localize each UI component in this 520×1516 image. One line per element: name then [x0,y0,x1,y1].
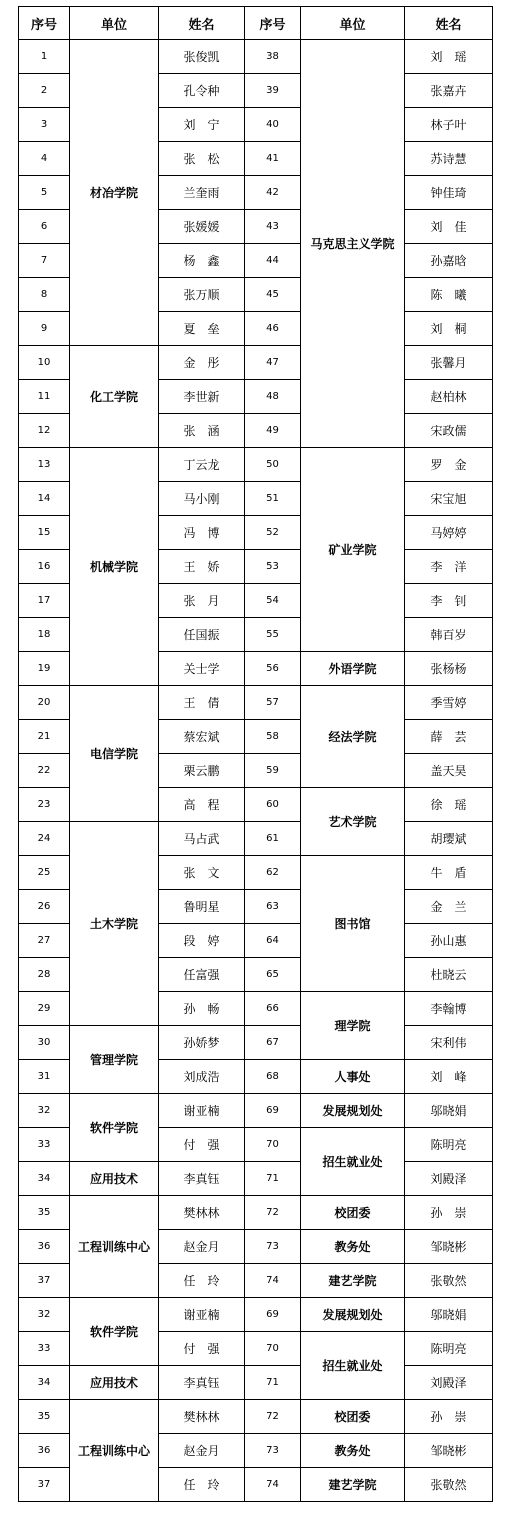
name-cell: 张嘉卉 [405,74,493,108]
name-cell: 杨 鑫 [159,244,245,278]
name-cell: 钟佳琦 [405,176,493,210]
name-cell: 薛 芸 [405,720,493,754]
seq-cell: 73 [245,1230,301,1264]
seq-cell: 28 [19,958,70,992]
name-cell: 李 钊 [405,584,493,618]
name-cell: 鲁明星 [159,890,245,924]
seq-cell: 48 [245,380,301,414]
seq-cell: 72 [245,1400,301,1434]
seq-cell: 74 [245,1468,301,1502]
seq-cell: 68 [245,1060,301,1094]
seq-cell: 10 [19,346,70,380]
name-cell: 张 文 [159,856,245,890]
name-cell: 刘 佳 [405,210,493,244]
name-cell: 季雪婷 [405,686,493,720]
seq-cell: 37 [19,1468,70,1502]
name-cell: 刘殿泽 [405,1162,493,1196]
name-cell: 李 洋 [405,550,493,584]
name-cell: 盖天昊 [405,754,493,788]
unit-cell: 校团委 [301,1400,405,1434]
seq-cell: 64 [245,924,301,958]
seq-cell: 32 [19,1094,70,1128]
header-unit-right: 单位 [301,7,405,40]
name-cell: 马小刚 [159,482,245,516]
seq-cell: 59 [245,754,301,788]
seq-cell: 4 [19,142,70,176]
name-cell: 丁云龙 [159,448,245,482]
unit-cell: 工程训练中心 [70,1196,159,1298]
seq-cell: 34 [19,1366,70,1400]
seq-cell: 21 [19,720,70,754]
table-row [19,1162,493,1196]
seq-cell: 41 [245,142,301,176]
seq-cell: 8 [19,278,70,312]
unit-cell: 应用技术 [70,1162,159,1196]
unit-cell: 发展规划处 [301,1298,405,1332]
seq-cell: 74 [245,1264,301,1298]
seq-cell: 71 [245,1162,301,1196]
seq-cell: 6 [19,210,70,244]
header-unit-left: 单位 [70,7,159,40]
name-cell: 孙 崇 [405,1196,493,1230]
unit-cell: 教务处 [301,1230,405,1264]
name-cell: 孙 畅 [159,992,245,1026]
name-cell: 徐 瑶 [405,788,493,822]
seq-cell: 49 [245,414,301,448]
seq-cell: 15 [19,516,70,550]
seq-cell: 58 [245,720,301,754]
name-cell: 任 玲 [159,1468,245,1502]
header-seq-left: 序号 [19,7,70,40]
seq-cell: 18 [19,618,70,652]
name-cell: 任 玲 [159,1264,245,1298]
unit-cell: 软件学院 [70,1094,159,1162]
seq-cell: 69 [245,1094,301,1128]
seq-cell: 5 [19,176,70,210]
name-cell: 孙 崇 [405,1400,493,1434]
name-cell: 张 松 [159,142,245,176]
seq-cell: 54 [245,584,301,618]
seq-cell: 42 [245,176,301,210]
name-cell: 李世新 [159,380,245,414]
seq-cell: 50 [245,448,301,482]
unit-cell: 土木学院 [70,822,159,1026]
name-cell: 兰奎雨 [159,176,245,210]
seq-cell: 67 [245,1026,301,1060]
name-cell: 刘殿泽 [405,1366,493,1400]
name-cell: 杜晓云 [405,958,493,992]
seq-cell: 45 [245,278,301,312]
name-cell: 马占武 [159,822,245,856]
unit-cell: 理学院 [301,992,405,1060]
name-cell: 金 彤 [159,346,245,380]
name-cell: 罗 金 [405,448,493,482]
name-cell: 任富强 [159,958,245,992]
name-cell: 张敬然 [405,1468,493,1502]
table-row [19,1094,493,1128]
table-row [19,822,493,856]
name-cell: 刘 峰 [405,1060,493,1094]
seq-cell: 62 [245,856,301,890]
name-cell: 牛 盾 [405,856,493,890]
name-cell: 张俊凯 [159,40,245,74]
unit-cell: 发展规划处 [301,1094,405,1128]
name-cell: 张媛媛 [159,210,245,244]
name-cell: 关士学 [159,652,245,686]
seq-cell: 20 [19,686,70,720]
unit-cell: 工程训练中心 [70,1400,159,1502]
name-cell: 樊林林 [159,1196,245,1230]
roster-table [18,6,493,1502]
seq-cell: 7 [19,244,70,278]
seq-cell: 43 [245,210,301,244]
table-row [19,1400,493,1434]
seq-cell: 33 [19,1332,70,1366]
seq-cell: 71 [245,1366,301,1400]
seq-cell: 70 [245,1332,301,1366]
seq-cell: 61 [245,822,301,856]
unit-cell: 艺术学院 [301,788,405,856]
seq-cell: 27 [19,924,70,958]
unit-cell: 经法学院 [301,686,405,788]
seq-cell: 17 [19,584,70,618]
seq-cell: 37 [19,1264,70,1298]
seq-cell: 14 [19,482,70,516]
header-name-right: 姓名 [405,7,493,40]
name-cell: 苏诗慧 [405,142,493,176]
header-row [19,7,493,40]
seq-cell: 56 [245,652,301,686]
seq-cell: 51 [245,482,301,516]
unit-cell: 招生就业处 [301,1332,405,1400]
name-cell: 张 月 [159,584,245,618]
name-cell: 孙山惠 [405,924,493,958]
unit-cell: 材冶学院 [70,40,159,346]
name-cell: 李翰博 [405,992,493,1026]
seq-cell: 39 [245,74,301,108]
seq-cell: 36 [19,1230,70,1264]
seq-cell: 2 [19,74,70,108]
name-cell: 宋政儒 [405,414,493,448]
seq-cell: 53 [245,550,301,584]
seq-cell: 55 [245,618,301,652]
seq-cell: 70 [245,1128,301,1162]
table-row [19,40,493,74]
unit-cell: 外语学院 [301,652,405,686]
header-name-left: 姓名 [159,7,245,40]
name-cell: 赵金月 [159,1434,245,1468]
seq-cell: 66 [245,992,301,1026]
name-cell: 段 婷 [159,924,245,958]
table-row [19,346,493,380]
seq-cell: 35 [19,1196,70,1230]
name-cell: 李真钰 [159,1162,245,1196]
table-row [19,1196,493,1230]
seq-cell: 57 [245,686,301,720]
name-cell: 付 强 [159,1332,245,1366]
unit-cell: 招生就业处 [301,1128,405,1196]
seq-cell: 26 [19,890,70,924]
table-row [19,1298,493,1332]
unit-cell: 人事处 [301,1060,405,1094]
name-cell: 金 兰 [405,890,493,924]
seq-cell: 16 [19,550,70,584]
name-cell: 夏 垒 [159,312,245,346]
name-cell: 孔令种 [159,74,245,108]
seq-cell: 23 [19,788,70,822]
unit-cell: 建艺学院 [301,1264,405,1298]
name-cell: 韩百岁 [405,618,493,652]
seq-cell: 19 [19,652,70,686]
name-cell: 栗云鹏 [159,754,245,788]
seq-cell: 73 [245,1434,301,1468]
seq-cell: 46 [245,312,301,346]
unit-cell: 机械学院 [70,448,159,686]
seq-cell: 13 [19,448,70,482]
seq-cell: 9 [19,312,70,346]
name-cell: 赵金月 [159,1230,245,1264]
unit-cell: 教务处 [301,1434,405,1468]
seq-cell: 36 [19,1434,70,1468]
table-row [19,448,493,482]
seq-cell: 47 [245,346,301,380]
seq-cell: 40 [245,108,301,142]
seq-cell: 24 [19,822,70,856]
seq-cell: 69 [245,1298,301,1332]
seq-cell: 72 [245,1196,301,1230]
table-row [19,686,493,720]
seq-cell: 35 [19,1400,70,1434]
name-cell: 宋宝旭 [405,482,493,516]
name-cell: 邹晓彬 [405,1434,493,1468]
name-cell: 陈明亮 [405,1128,493,1162]
seq-cell: 29 [19,992,70,1026]
name-cell: 任国振 [159,618,245,652]
seq-cell: 63 [245,890,301,924]
name-cell: 陈明亮 [405,1332,493,1366]
seq-cell: 38 [245,40,301,74]
unit-cell: 管理学院 [70,1026,159,1094]
name-cell: 谢亚楠 [159,1094,245,1128]
name-cell: 胡璎斌 [405,822,493,856]
name-cell: 高 程 [159,788,245,822]
name-cell: 张万顺 [159,278,245,312]
unit-cell: 图书馆 [301,856,405,992]
roster-body [19,40,493,1502]
unit-cell: 化工学院 [70,346,159,448]
seq-cell: 22 [19,754,70,788]
seq-cell: 44 [245,244,301,278]
name-cell: 蔡宏斌 [159,720,245,754]
name-cell: 樊林林 [159,1400,245,1434]
seq-cell: 65 [245,958,301,992]
unit-cell: 建艺学院 [301,1468,405,1502]
name-cell: 张敬然 [405,1264,493,1298]
name-cell: 王 娇 [159,550,245,584]
name-cell: 刘 桐 [405,312,493,346]
name-cell: 马婷婷 [405,516,493,550]
seq-cell: 52 [245,516,301,550]
unit-cell: 应用技术 [70,1366,159,1400]
unit-cell: 软件学院 [70,1298,159,1366]
seq-cell: 12 [19,414,70,448]
name-cell: 刘成浩 [159,1060,245,1094]
name-cell: 张馨月 [405,346,493,380]
name-cell: 陈 曦 [405,278,493,312]
seq-cell: 32 [19,1298,70,1332]
header-seq-right: 序号 [245,7,301,40]
seq-cell: 30 [19,1026,70,1060]
name-cell: 刘 瑶 [405,40,493,74]
name-cell: 付 强 [159,1128,245,1162]
seq-cell: 1 [19,40,70,74]
seq-cell: 31 [19,1060,70,1094]
table-row [19,1026,493,1060]
table-row [19,1366,493,1400]
name-cell: 张杨杨 [405,652,493,686]
name-cell: 赵柏林 [405,380,493,414]
name-cell: 刘 宁 [159,108,245,142]
name-cell: 冯 博 [159,516,245,550]
seq-cell: 34 [19,1162,70,1196]
seq-cell: 33 [19,1128,70,1162]
unit-cell: 校团委 [301,1196,405,1230]
seq-cell: 11 [19,380,70,414]
unit-cell: 电信学院 [70,686,159,822]
unit-cell: 马克思主义学院 [301,40,405,448]
name-cell: 邬晓娟 [405,1298,493,1332]
name-cell: 孙娇梦 [159,1026,245,1060]
seq-cell: 3 [19,108,70,142]
unit-cell: 矿业学院 [301,448,405,652]
name-cell: 李真钰 [159,1366,245,1400]
name-cell: 王 倩 [159,686,245,720]
name-cell: 谢亚楠 [159,1298,245,1332]
name-cell: 孙嘉晗 [405,244,493,278]
name-cell: 宋利伟 [405,1026,493,1060]
name-cell: 邬晓娟 [405,1094,493,1128]
name-cell: 邹晓彬 [405,1230,493,1264]
seq-cell: 60 [245,788,301,822]
name-cell: 张 涵 [159,414,245,448]
seq-cell: 25 [19,856,70,890]
name-cell: 林子叶 [405,108,493,142]
